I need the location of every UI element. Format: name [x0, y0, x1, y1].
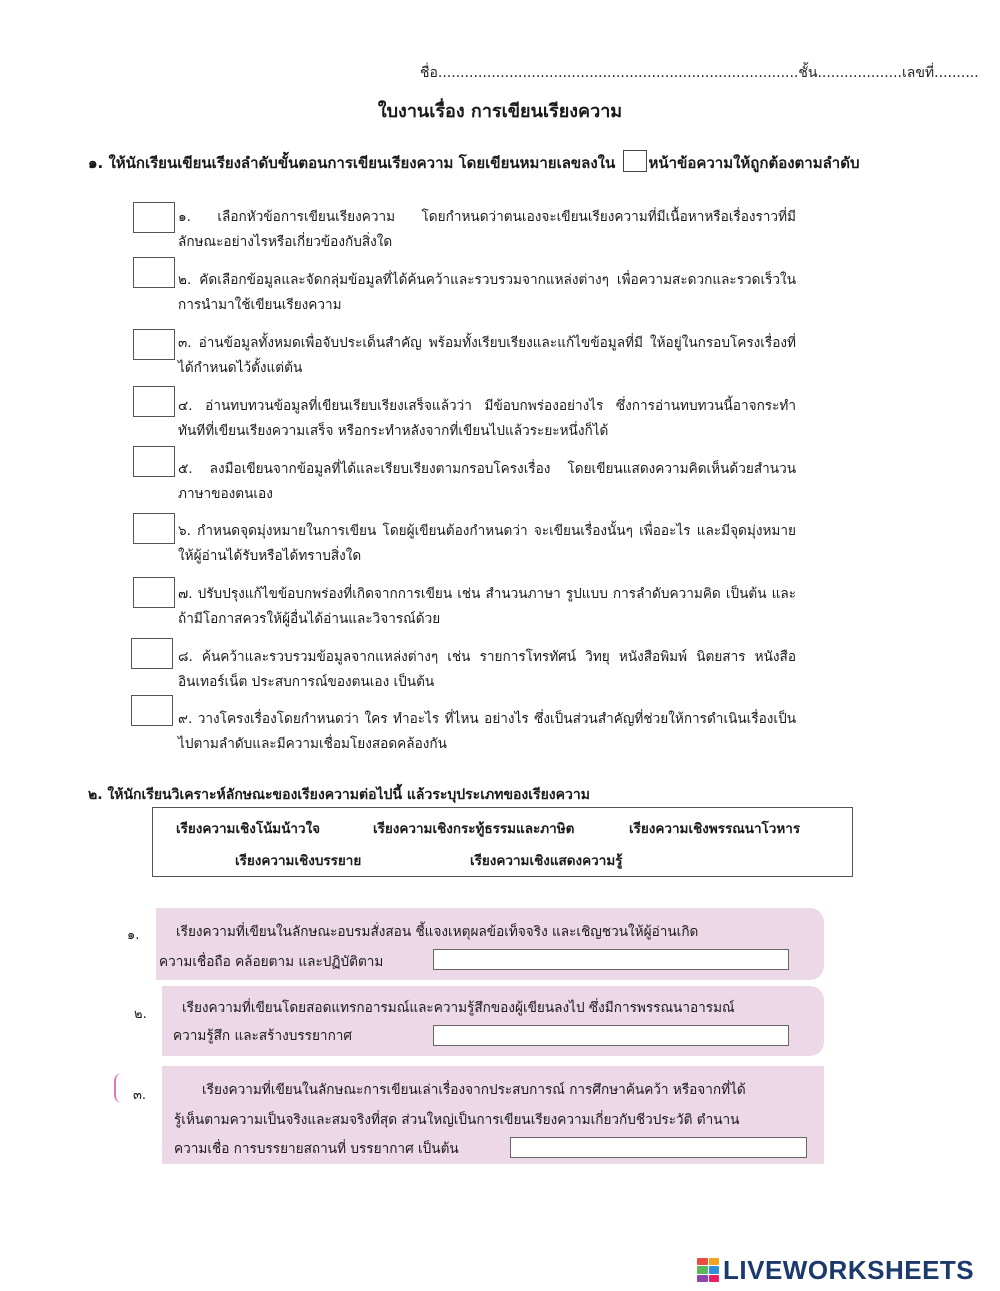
essay-type-choice-box — [152, 807, 853, 877]
analysis-item-3-line2: รู้เห็นตามความเป็นจริงและสมจริงที่สุด ส่วนใหญ่เป็นการเขียนเรียงความเกี่ยวกับชีวประวัติ ตำนาน — [174, 1112, 740, 1128]
order-answer-box-5[interactable] — [133, 446, 175, 477]
order-answer-box-1[interactable] — [133, 202, 175, 233]
order-answer-box-7[interactable] — [133, 577, 175, 608]
analysis-item-2 — [162, 986, 824, 1056]
order-answer-box-3[interactable] — [133, 329, 175, 360]
essay-type-answer-input-1[interactable] — [433, 949, 789, 970]
student-info-line: ชื่อ.................................................................................ชั้น...................เลขที่.......... — [420, 65, 979, 81]
choice-descriptive: เรียงความเชิงพรรณนาโวหาร — [629, 821, 801, 837]
order-answer-box-2[interactable] — [133, 257, 175, 288]
step-text-9: ๙. วางโครงเรื่องโดยกำหนดว่า ใคร ทำอะไร ที่ไหน อย่างไร ซึ่งเป็นส่วนสำคัญที่ช่วยให้การดำเนินเรื่องเป็นไปตามลำดับและมีความเชื่อมโยงสอดคล้องกัน — [178, 711, 796, 752]
sample-box-icon — [623, 150, 647, 172]
step-text-6: ๖. กำหนดจุดมุ่งหมายในการเขียน โดยผู้เขียนต้องกำหนดว่า จะเขียนเรื่องนั้นๆ เพื่ออะไร และมีจุดมุ่งหมายให้ผู้อ่านได้รับหรือได้ทราบสิ่งใด — [178, 523, 796, 564]
choice-persuasive: เรียงความเชิงโน้มน้าวใจ — [176, 821, 321, 837]
step-text-3: ๓. อ่านข้อมูลทั้งหมดเพื่อจับประเด็นสำคัญ พร้อมทั้งเรียบเรียงและแก้ไขข้อมูลที่มี ให้อยู่ในกรอบโครงเรื่องที่ได้กำหนดไว้ตั้งแต่ต้น — [178, 335, 796, 376]
question1-prompt — [88, 150, 948, 175]
step-text-8: ๘. ค้นคว้าและรวบรวมข้อมูลจากแหล่งต่างๆ เช่น รายการโทรทัศน์ วิทยุ หนังสือพิมพ์ นิตยสาร หนังสือ อินเทอร์เน็ต ประสบการณ์ของตนเอง เป็นต้น — [178, 649, 796, 690]
question2-prompt: ๒. ให้นักเรียนวิเคราะห์ลักษณะของเรียงความต่อไปนี้ แล้วระบุประเภทของเรียงความ — [88, 787, 590, 803]
analysis-item-3-line3: ความเชื่อ การบรรยายสถานที่ บรรยากาศ เป็นต้น — [174, 1141, 459, 1157]
pink-margin-mark — [114, 1073, 123, 1103]
choice-narrative: เรียงความเชิงบรรยาย — [235, 853, 362, 869]
analysis-item-1-line2: ความเชื่อถือ คล้อยตาม และปฏิบัติตาม — [159, 954, 384, 970]
step-text-4: ๔. อ่านทบทวนข้อมูลที่เขียนเรียบเรียงเสร็จแล้วว่า มีข้อบกพร่องอย่างไร ซึ่งการอ่านทบทวนนี้อาจกระทำทันทีที่เขียนเรียงความเสร็จ หรือกระทำหลังจากที่เขียนไปแล้วระยะหนึ่งก็ได้ — [178, 398, 796, 439]
liveworksheets-logo — [697, 1253, 974, 1287]
choice-proverb: เรียงความเชิงกระทู้ธรรมและภาษิต — [373, 821, 575, 837]
logo-icon — [697, 1258, 719, 1282]
question1-prompt-start: ๑. ให้นักเรียนเขียนเรียงลำดับขั้นตอนการเขียนเรียงความ โดยเขียนหมายเลขลงใน — [88, 154, 616, 172]
analysis-item-2-line2: ความรู้สึก และสร้างบรรยากาศ — [173, 1028, 353, 1044]
choice-expository: เรียงความเชิงแสดงความรู้ — [470, 853, 623, 869]
analysis-item-1-line1: เรียงความที่เขียนในลักษณะอบรมสั่งสอน ชี้แจงเหตุผลข้อเท็จจริง และเชิญชวนให้ผู้อ่านเกิด — [176, 924, 699, 940]
essay-type-answer-input-2[interactable] — [433, 1025, 789, 1046]
order-answer-box-8[interactable] — [131, 638, 173, 669]
order-answer-box-9[interactable] — [131, 695, 173, 726]
order-answer-box-4[interactable] — [133, 386, 175, 417]
step-text-2: ๒. คัดเลือกข้อมูลและจัดกลุ่มข้อมูลที่ได้ค้นคว้าและรวบรวมจากแหล่งต่างๆ เพื่อความสะดวกและรวดเร็วในการนำมาใช้เขียนเรียงความ — [178, 272, 796, 313]
worksheet-title: ใบงานเรื่อง การเขียนเรียงความ — [377, 101, 623, 122]
analysis-item-3 — [162, 1066, 824, 1164]
analysis-item-3-line1: เรียงความที่เขียนในลักษณะการเขียนเล่าเรื่องจากประสบการณ์ การศึกษาค้นคว้า หรือจากที่ได้ — [202, 1082, 746, 1098]
logo-text: LIVEWORKSHEETS — [723, 1254, 975, 1285]
analysis-item-number-2: ๒. — [134, 1007, 147, 1022]
step-text-1: ๑. เลือกหัวข้อการเขียนเรียงความ โดยกำหนดว่าตนเองจะเขียนเรียงความที่มีเนื้อหาหรือเรื่องราวที่มีลักษณะอย่างไรหรือเกี่ยวข้องกับสิ่งใด — [178, 209, 796, 250]
order-answer-box-6[interactable] — [133, 513, 175, 544]
essay-type-answer-input-3[interactable] — [510, 1137, 807, 1158]
analysis-item-number-3: ๓. — [133, 1088, 147, 1103]
analysis-item-number-1: ๑. — [127, 928, 140, 943]
question1-prompt-end: หน้าข้อความให้ถูกต้องตามลำดับ — [648, 154, 860, 172]
step-text-5: ๕. ลงมือเขียนจากข้อมูลที่ได้และเรียบเรียงตามกรอบโครงเรื่อง โดยเขียนแสดงความคิดเห็นด้วยสำนวนภาษาของตนเอง — [178, 461, 796, 502]
analysis-item-1 — [156, 908, 824, 980]
step-text-7: ๗. ปรับปรุงแก้ไขข้อบกพร่องที่เกิดจากการเขียน เช่น สำนวนภาษา รูปแบบ การลำดับความคิด เป็นต้น และถ้ามีโอกาสควรให้ผู้อื่นได้อ่านและวิจารณ์ด้วย — [178, 586, 796, 627]
analysis-item-2-line1: เรียงความที่เขียนโดยสอดแทรกอารมณ์และความรู้สึกของผู้เขียนลงไป ซึ่งมีการพรรณนาอารมณ์ — [182, 1000, 735, 1016]
